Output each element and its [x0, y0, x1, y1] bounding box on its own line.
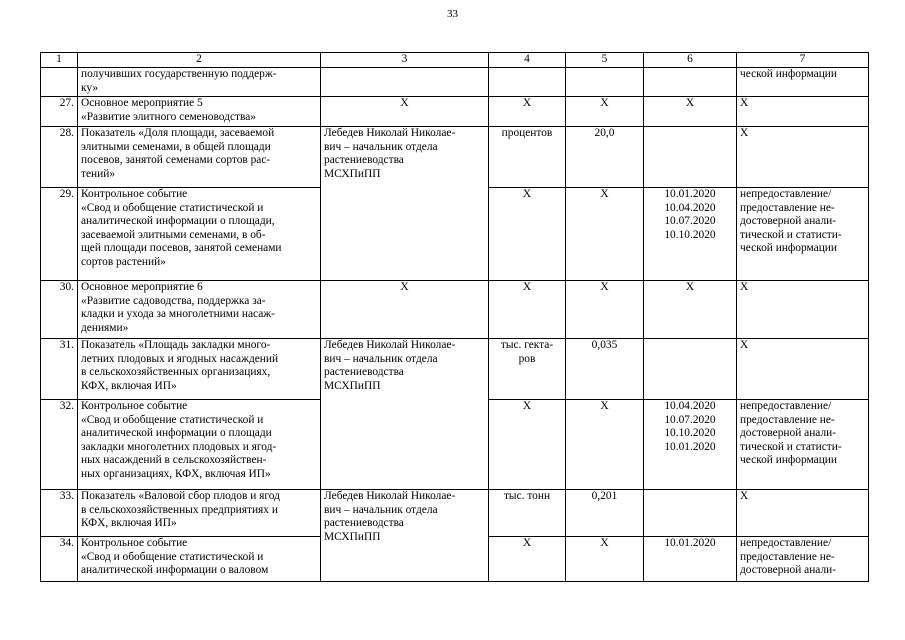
value-cell: 0,201: [566, 490, 644, 537]
value-cell: X: [566, 97, 644, 127]
executor-cell: Лебедев Николай Николае- вич – начальник отдела растениеводства МСХПиПП: [321, 339, 489, 490]
executor-cell: X: [321, 97, 489, 127]
risk-cell: непредоставление/ предоставление не- достоверной анали- тической и статисти- ческой информации: [737, 188, 869, 281]
table-row: [41, 127, 869, 188]
header-cell: 7: [737, 53, 869, 68]
executor-cell: Лебедев Николай Николае- вич – начальник отдела растениеводства МСХПиПП: [321, 490, 489, 582]
header-cell: 1: [41, 53, 78, 68]
unit-cell: тыс. тонн: [489, 490, 566, 537]
num-cell: 30.: [41, 281, 78, 339]
risk-cell: непредоставление/ предоставление не- достоверной анали- тической и статисти- ческой информации: [737, 400, 869, 490]
page-number: 33: [447, 8, 458, 20]
date-cell: X: [644, 97, 737, 127]
table-row: [41, 281, 869, 339]
num-cell: 28.: [41, 127, 78, 188]
executor-cell: [321, 68, 489, 97]
risk-cell: X: [737, 127, 869, 188]
header-cell: 3: [321, 53, 489, 68]
name-cell: Основное мероприятие 6 «Развитие садоводства, поддержка за- кладки и ухода за многолетними насаж- дениями»: [78, 281, 321, 339]
unit-cell: [489, 68, 566, 97]
name-cell: Контрольное событие «Свод и обобщение статистической и аналитической информации о площади закладки многолетних плодовых и ягод- ных насаждений в сельскохозяйствен- ных организациях, КФХ, включая ИП»: [78, 400, 321, 490]
date-cell: [644, 68, 737, 97]
plan-table: [40, 52, 869, 582]
header-cell: 2: [78, 53, 321, 68]
num-cell: 29.: [41, 188, 78, 281]
table-row: [41, 97, 869, 127]
table-row: [41, 68, 869, 97]
unit-cell: процентов: [489, 127, 566, 188]
value-cell: X: [566, 400, 644, 490]
header-cell: 5: [566, 53, 644, 68]
num-cell: 31.: [41, 339, 78, 400]
value-cell: 20,0: [566, 127, 644, 188]
table-row: [41, 490, 869, 537]
risk-cell: X: [737, 339, 869, 400]
risk-cell: непредоставление/ предоставление не- достоверной анали-: [737, 537, 869, 582]
date-cell: [644, 490, 737, 537]
num-cell: 34.: [41, 537, 78, 582]
date-cell: 10.01.2020: [644, 537, 737, 582]
value-cell: X: [566, 537, 644, 582]
unit-cell: X: [489, 537, 566, 582]
header-row: [41, 53, 869, 68]
date-cell: X: [644, 281, 737, 339]
risk-cell: X: [737, 281, 869, 339]
name-cell: Показатель «Площадь закладки много- летних плодовых и ягодных насаждений в сельскохозяйственных организациях, КФХ, включая ИП»: [78, 339, 321, 400]
num-cell: 27.: [41, 97, 78, 127]
value-cell: 0,035: [566, 339, 644, 400]
value-cell: [566, 68, 644, 97]
risk-cell: X: [737, 97, 869, 127]
name-cell: Показатель «Доля площади, засеваемой элитными семенами, в общей площади посевов, занятой семенами сортов рас- тений»: [78, 127, 321, 188]
header-cell: 4: [489, 53, 566, 68]
risk-cell: X: [737, 490, 869, 537]
num-cell: 32.: [41, 400, 78, 490]
date-cell: [644, 127, 737, 188]
value-cell: X: [566, 188, 644, 281]
name-cell: Показатель «Валовой сбор плодов и ягод в сельскохозяйственных предприятиях и КФХ, включая ИП»: [78, 490, 321, 537]
num-cell: [41, 68, 78, 97]
header-cell: 6: [644, 53, 737, 68]
table-row: [41, 339, 869, 400]
date-cell: 10.04.2020 10.07.2020 10.10.2020 10.01.2020: [644, 400, 737, 490]
executor-cell: Лебедев Николай Николае- вич – начальник отдела растениеводства МСХПиПП: [321, 127, 489, 281]
name-cell: Основное мероприятие 5 «Развитие элитного семеноводства»: [78, 97, 321, 127]
name-cell: получивших государственную поддерж- ку»: [78, 68, 321, 97]
unit-cell: тыс. гекта- ров: [489, 339, 566, 400]
risk-cell: ческой информации: [737, 68, 869, 97]
unit-cell: X: [489, 281, 566, 339]
num-cell: 33.: [41, 490, 78, 537]
value-cell: X: [566, 281, 644, 339]
name-cell: Контрольное событие «Свод и обобщение статистической и аналитической информации о площади, засеваемой элитными семенами, в об- щей площади посевов, занятой семенами сортов растений»: [78, 188, 321, 281]
name-cell: Контрольное событие «Свод и обобщение статистической и аналитической информации о валовом: [78, 537, 321, 582]
unit-cell: X: [489, 97, 566, 127]
unit-cell: X: [489, 400, 566, 490]
unit-cell: X: [489, 188, 566, 281]
date-cell: [644, 339, 737, 400]
date-cell: 10.01.2020 10.04.2020 10.07.2020 10.10.2020: [644, 188, 737, 281]
executor-cell: X: [321, 281, 489, 339]
